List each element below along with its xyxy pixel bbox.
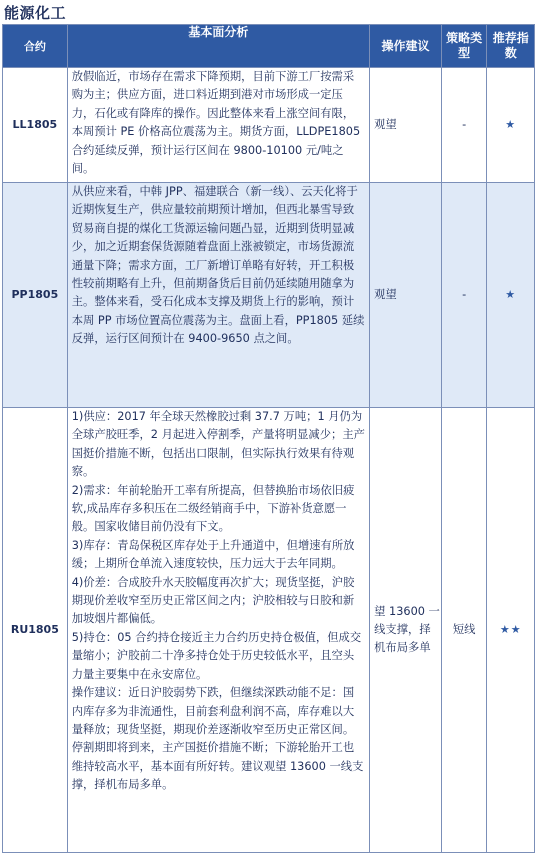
strategy-cell: 短线 bbox=[441, 408, 487, 853]
rating-stars: ★ bbox=[487, 68, 535, 183]
rating-stars: ★★ bbox=[487, 408, 535, 853]
contract-code: RU1805 bbox=[3, 408, 68, 853]
strategy-cell: - bbox=[441, 183, 487, 408]
header-analysis: 基本面分析 bbox=[67, 25, 369, 68]
advice-cell: 观望 bbox=[370, 68, 442, 183]
table-row bbox=[3, 408, 535, 853]
table-row bbox=[3, 183, 535, 408]
contract-code: LL1805 bbox=[3, 68, 68, 183]
analysis-paragraph: 4)价差：合成胶升水天胶幅度再次扩大；现货坚挺，沪胶期现价差收窄至历史正常区间之内；沪胶相较与日胶和新加坡烟片都偏低。 bbox=[71, 575, 355, 626]
header-rating: 推荐指数 bbox=[487, 25, 535, 68]
analysis-paragraph: 2)需求：年前轮胎开工率有所提高，但替换胎市场依旧疲软,成品库存多积压在二级经销商手中，下游补货意愿一般。国家收储目前仍没有下文。 bbox=[71, 483, 355, 534]
analysis-cell bbox=[67, 408, 369, 853]
analysis-cell bbox=[67, 183, 369, 408]
header-advice: 操作建议 bbox=[370, 25, 442, 68]
analysis-paragraph: 5)持仓：05 合约持仓接近主力合约历史持仓极值，但成交量缩小；沪胶前二十净多持仓处于历史较低水平，且空头力量主要集中在永安席位。 bbox=[71, 630, 362, 681]
analysis-paragraph: 放假临近，市场存在需求下降预期，目前下游工厂按需采购为主；供应方面，进口料近期到港对市场形成一定压力，石化或有降库的操作。因此整体来看上涨空间有限，本周预计 PE 价格高位震荡为主。期货方面，LLDPE1805 合约延续反弹，预计运行区间在 9800-10100 元/吨之间。 bbox=[71, 70, 361, 176]
header-strategy: 策略类型 bbox=[441, 25, 487, 68]
strategy-cell: - bbox=[441, 68, 487, 183]
analysis-paragraph: 3)库存：青岛保税区库存处于上升通道中，但增速有所放缓；上期所仓单流入速度较快，压力远大于去年同期。 bbox=[71, 538, 355, 571]
analysis-paragraph: 从供应来看，中韩 JPP、福建联合（新一线）、云天化将于近期恢复生产，供应量较前期预计增加，但西北暴雪导致贸易商自提的煤化工货源运输问题凸显，近期到货明显减少，加之近期套保货源随着盘面上涨被锁定，市场货源流通量下降；需求方面，工厂新增订单略有好转，开工积极性较前期略有上升，但前期备货后目前仍延续随用随拿为主。整体来看，受石化成本支撑及期货上行的影响，预计本周 PP 市场位置高位震荡为主。盘面上看，PP1805 延续反弹，运行区间预计在 9400-9650 点之间。 bbox=[71, 185, 365, 346]
header-contract: 合约 bbox=[3, 25, 68, 68]
analysis-paragraph: 1)供应：2017 年全球天然橡胶过剩 37.7 万吨；1 月仍为全球产胶旺季，2 月起进入停割季，产量将明显减少；主产国挺价措施不断，包括出口限制，但实际执行效果有待观察。 bbox=[71, 410, 365, 479]
rating-stars: ★ bbox=[487, 183, 535, 408]
recommendation-table bbox=[2, 24, 535, 853]
section-title: 能源化工 bbox=[4, 4, 67, 22]
advice-cell: 望 13600 一线支撑，择机布局多单 bbox=[370, 408, 442, 853]
table-header-row bbox=[3, 25, 535, 68]
analysis-cell bbox=[67, 68, 369, 183]
analysis-paragraph: 操作建议：近日沪胶弱势下跌，但继续深跌动能不足：国内库存多为非流通性，目前套利盘利润不高，库存难以大量释放；现货坚挺，期现价差逐渐收窄至历史正常区间。停割期即将到来，主产国挺价措施不断；下游轮胎开工也维持较高水平，基本面有所好转。建议观望 13600 一线支撑，择机布局多单。 bbox=[71, 686, 364, 792]
advice-cell: 观望 bbox=[370, 183, 442, 408]
table-row bbox=[3, 68, 535, 183]
contract-code: PP1805 bbox=[3, 183, 68, 408]
